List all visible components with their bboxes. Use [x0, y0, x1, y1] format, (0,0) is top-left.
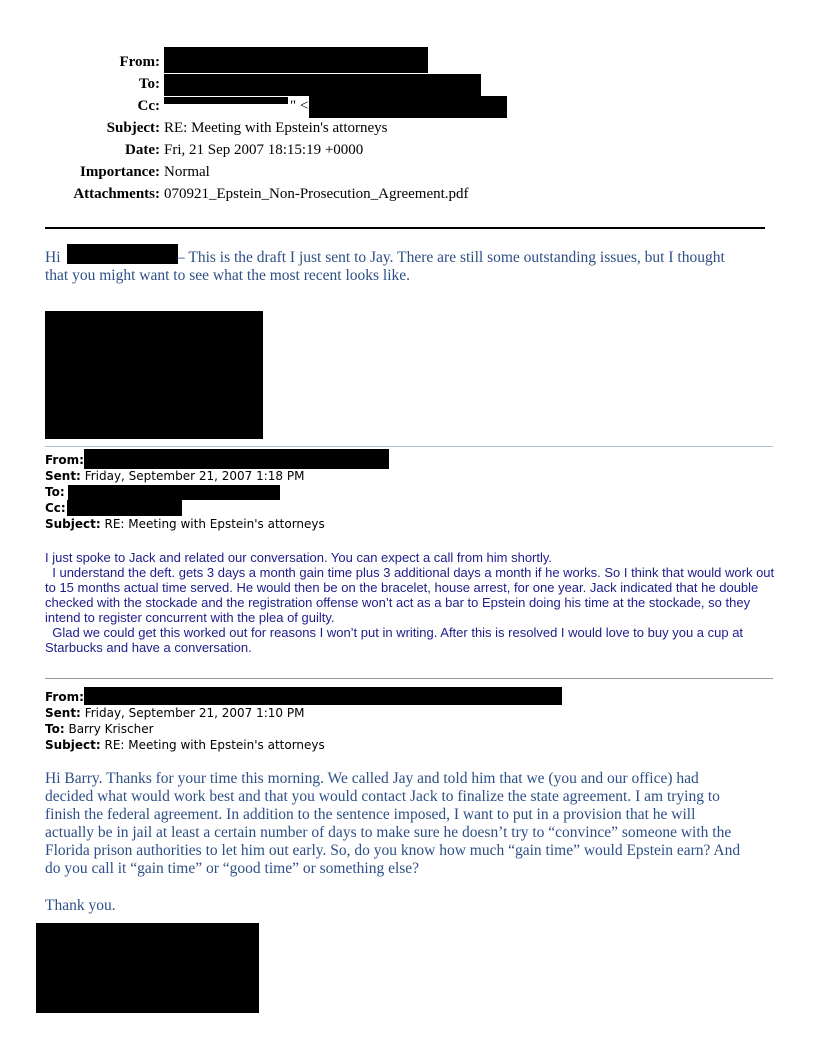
date-value: Fri, 21 Sep 2007 18:15:19 +0000 — [164, 142, 364, 158]
reply-line-2: that you might want to see what the most recent looks like. — [45, 267, 411, 284]
attachment-filename[interactable]: 070921_Epstein_Non-Prosecution_Agreement.pdf — [164, 186, 469, 202]
msg2-subject-label: Subject: — [45, 517, 101, 531]
redaction-recipient-name — [67, 244, 178, 264]
msg3-line-5: Florida prison authorities to let him out early. So, do you know how much “gain time” would Epstein earn? And — [45, 842, 741, 859]
separator-line-1 — [45, 446, 773, 447]
msg2-to-label: To: — [45, 485, 65, 499]
redaction-signature-block-2 — [36, 923, 259, 1013]
msg3-to-value: Barry Krischer — [68, 722, 154, 736]
msg2-sent-label: Sent: — [45, 469, 81, 483]
msg3-sent-value: Friday, September 21, 2007 1:10 PM — [84, 706, 305, 720]
msg3-sent-label: Sent: — [45, 706, 81, 720]
redaction-cc-address — [309, 96, 507, 118]
attachments-label: Attachments: — [73, 186, 160, 202]
redaction-msg3-from — [84, 687, 562, 705]
msg3-line-6: do you call it “gain time” or “good time” or something else? — [45, 860, 420, 877]
cc-label: Cc: — [137, 98, 160, 114]
msg3-line-4: actually be in jail at least a certain number of days to make sure he doesn’t try to “convince” someone with the — [45, 824, 732, 841]
subject-label: Subject: — [106, 120, 160, 136]
importance-value: Normal — [164, 164, 210, 180]
header-divider — [45, 227, 765, 229]
importance-label: Importance: — [80, 164, 160, 180]
reply-line-1: – This is the draft I just sent to Jay. There are still some outstanding issues, but I thought — [177, 249, 725, 266]
subject-value: RE: Meeting with Epstein's attorneys — [164, 120, 388, 136]
msg2-paragraph-2: I understand the deft. gets 3 days a month gain time plus 3 additional days a month if he works. So I think that would work out to 15 months actual time served. He would then be on the bracelet, house arrest, for one year. Jack indicated that he double checked with the stockade and the registration offense won’t act as a bar to Epstein doing his time at the stockade, so they intend to register concurrent with the plea of guilty. — [45, 565, 778, 625]
reply-greeting: Hi — [45, 249, 61, 266]
redaction-msg2-cc — [67, 500, 182, 516]
header-attachments-row — [0, 183, 816, 205]
from-label: From: — [119, 54, 160, 70]
msg3-line-1: Hi Barry. Thanks for your time this morning. We called Jay and told him that we (you and our office) had — [45, 770, 699, 787]
cc-fragment: " < — [290, 98, 309, 114]
msg2-cc-label: Cc: — [45, 501, 66, 515]
date-label: Date: — [125, 142, 160, 158]
header-importance-row — [0, 161, 816, 183]
header-subject-row — [0, 117, 816, 139]
msg3-to-label: To: — [45, 722, 65, 736]
msg2-paragraph-3: Glad we could get this worked out for reasons I won’t put in writing. After this is resolved I would love to buy you a cup at Starbucks and have a conversation. — [45, 625, 747, 655]
redaction-msg2-to — [68, 485, 280, 500]
msg3-from-label: From: — [45, 690, 84, 704]
msg3-line-3: finish the federal agreement. In addition to the sentence imposed, I want to put in a provision that he will — [45, 806, 696, 823]
msg3-line-2: decided what would work best and that you would contact Jack to finalize the state agreement. I am trying to — [45, 788, 720, 805]
msg3-subject-label: Subject: — [45, 738, 101, 752]
separator-line-2 — [45, 678, 773, 679]
redaction-from — [164, 47, 428, 73]
to-label: To: — [138, 76, 160, 92]
message-2-body — [45, 550, 778, 655]
msg3-thanks: Thank you. — [45, 897, 116, 914]
redaction-cc-name — [164, 97, 288, 104]
msg2-sent-value: Friday, September 21, 2007 1:18 PM — [84, 469, 305, 483]
redaction-msg2-from — [84, 449, 389, 469]
redaction-signature-block — [45, 311, 263, 439]
msg2-from-label: From: — [45, 453, 84, 467]
header-date-row — [0, 139, 816, 161]
msg3-subject-value: RE: Meeting with Epstein's attorneys — [104, 738, 325, 752]
msg2-paragraph-1: I just spoke to Jack and related our conversation. You can expect a call from him shortly. — [45, 550, 553, 565]
msg2-subject-value: RE: Meeting with Epstein's attorneys — [104, 517, 325, 531]
redaction-to — [164, 74, 481, 96]
